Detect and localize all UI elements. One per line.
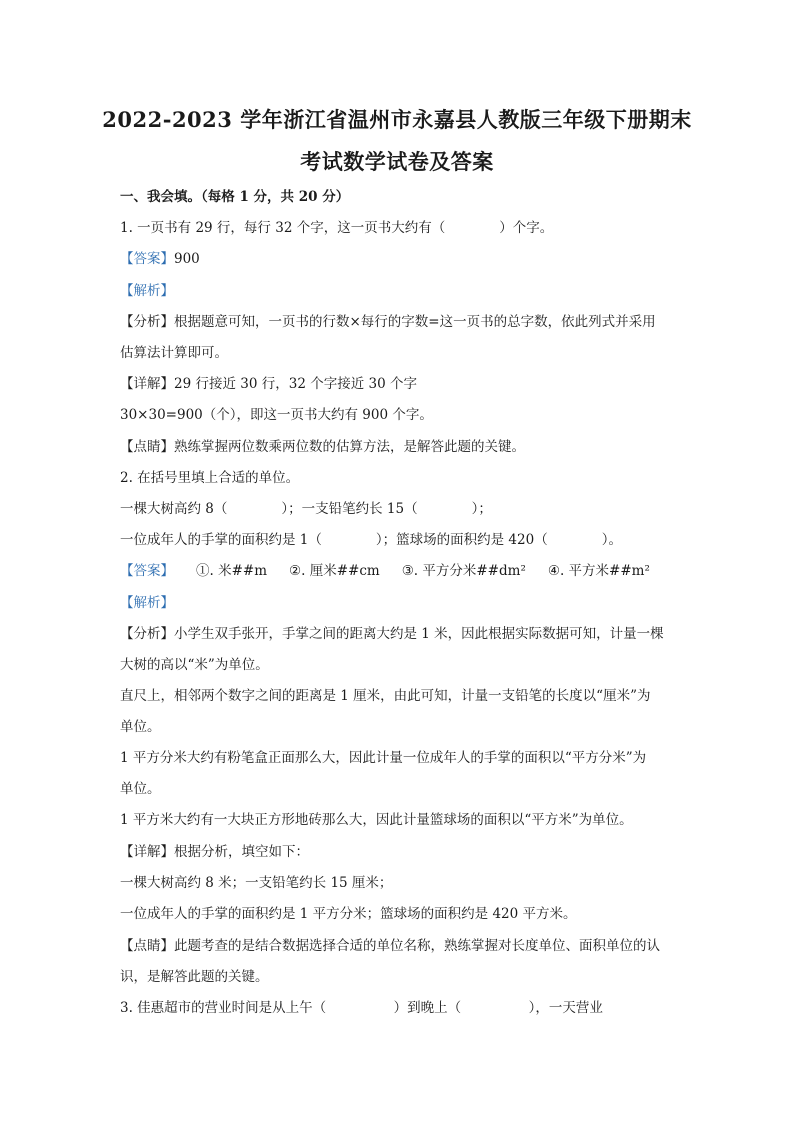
answer-tag: 【答案】	[120, 563, 174, 579]
q2-xiangjie-line	[120, 843, 309, 861]
xiangjie-tag: 【详解】	[120, 376, 174, 392]
fenxi-tag: 【分析】	[120, 314, 174, 330]
section-heading: 一、我会填。（每格 1 分，共 20 分）	[120, 189, 350, 205]
q2-answer-line	[120, 562, 650, 580]
q1-analysis-tag: 【解析】	[120, 283, 174, 299]
q2-answer-4: ④. 平方米##m²	[547, 563, 650, 579]
doc-title-line2: 考试数学试卷及答案	[300, 149, 494, 174]
q1-fenxi-line1	[120, 313, 656, 331]
dianjing-tag: 【点睛】	[120, 938, 174, 954]
q1-xiangjie-line2: 30×30=900（个），即这一页书大约有 900 个字。	[120, 407, 433, 423]
xiangjie-tag: 【详解】	[120, 844, 174, 860]
answer-tag: 【答案】	[120, 251, 174, 267]
q1-dianjing-line	[120, 438, 525, 456]
q1-fenxi-text1: 根据题意可知，一页书的行数×每行的字数=这一页书的总字数，依此列式并采用	[174, 314, 656, 330]
q2-analysis-tag: 【解析】	[120, 595, 174, 611]
dianjing-tag: 【点睛】	[120, 439, 174, 455]
q2-line-a: 一棵大树高约 8（ ）；一支铅笔约长 15（ ）；	[120, 501, 492, 517]
q2-fenxi-line5: 1 平方分米大约有粉笔盒正面那么大，因此计量一位成年人的手掌的面积以“平方分米”为	[120, 750, 647, 766]
q1-answer-text: 900	[174, 251, 200, 267]
question-3: 3. 佳惠超市的营业时间是从上午（ ）到晚上（ ），一天营业	[120, 1000, 603, 1016]
q2-answer-1: ①. 米##m	[196, 563, 268, 579]
q2-fenxi-line3: 直尺上，相邻两个数字之间的距离是 1 厘米，由此可知，计量一支铅笔的长度以“厘米”为	[120, 688, 651, 704]
q2-fenxi-line1	[120, 625, 664, 643]
q2-xiangjie-line2: 一位成年人的手掌的面积约是 1 平方分米；篮球场的面积约是 420 平方米。	[120, 906, 577, 922]
q2-fenxi-line4: 单位。	[120, 719, 161, 735]
q2-fenxi-text1: 小学生双手张开，手掌之间的距离大约是 1 米，因此根据实际数据可知，计量一棵	[174, 626, 664, 642]
q1-fenxi-line2: 估算法计算即可。	[120, 345, 228, 361]
q2-fenxi-line7: 1 平方米大约有一大块正方形地砖那么大，因此计量篮球场的面积以“平方米”为单位。	[120, 812, 633, 828]
q2-dianjing-line2: 识，是解答此题的关键。	[120, 969, 269, 985]
q2-xiangjie-line1: 一棵大树高约 8 米；一支铅笔约长 15 厘米；	[120, 875, 393, 891]
q2-fenxi-line6: 单位。	[120, 781, 161, 797]
fenxi-tag: 【分析】	[120, 626, 174, 642]
q2-xiangjie-text: 根据分析，填空如下：	[174, 844, 309, 860]
q1-xiangjie-text1: 29 行接近 30 行，32 个字接近 30 个字	[174, 376, 417, 392]
q2-line-b: 一位成年人的手掌的面积约是 1（ ）；篮球场的面积约是 420（ ）。	[120, 532, 622, 548]
q2-dianjing-text1: 此题考查的是结合数据选择合适的单位名称，熟练掌握对长度单位、面积单位的认	[174, 938, 660, 954]
q1-dianjing-text: 熟练掌握两位数乘两位数的估算方法，是解答此题的关键。	[174, 439, 525, 455]
q2-fenxi-line2: 大树的高以“米”为单位。	[120, 657, 269, 673]
q2-answer-2: ②. 厘米##cm	[289, 563, 380, 579]
q2-answer-3: ③. 平方分米##dm²	[401, 563, 526, 579]
question-2: 2. 在括号里填上合适的单位。	[120, 470, 300, 486]
doc-title-line1: 2022-2023 学年浙江省温州市永嘉县人教版三年级下册期末	[102, 107, 692, 132]
q1-answer-line	[120, 250, 200, 268]
question-1: 1. 一页书有 29 行，每行 32 个字，这一页书大约有（ ）个字。	[120, 220, 554, 236]
q1-xiangjie-line1	[120, 375, 417, 393]
q2-dianjing-line1	[120, 937, 660, 955]
